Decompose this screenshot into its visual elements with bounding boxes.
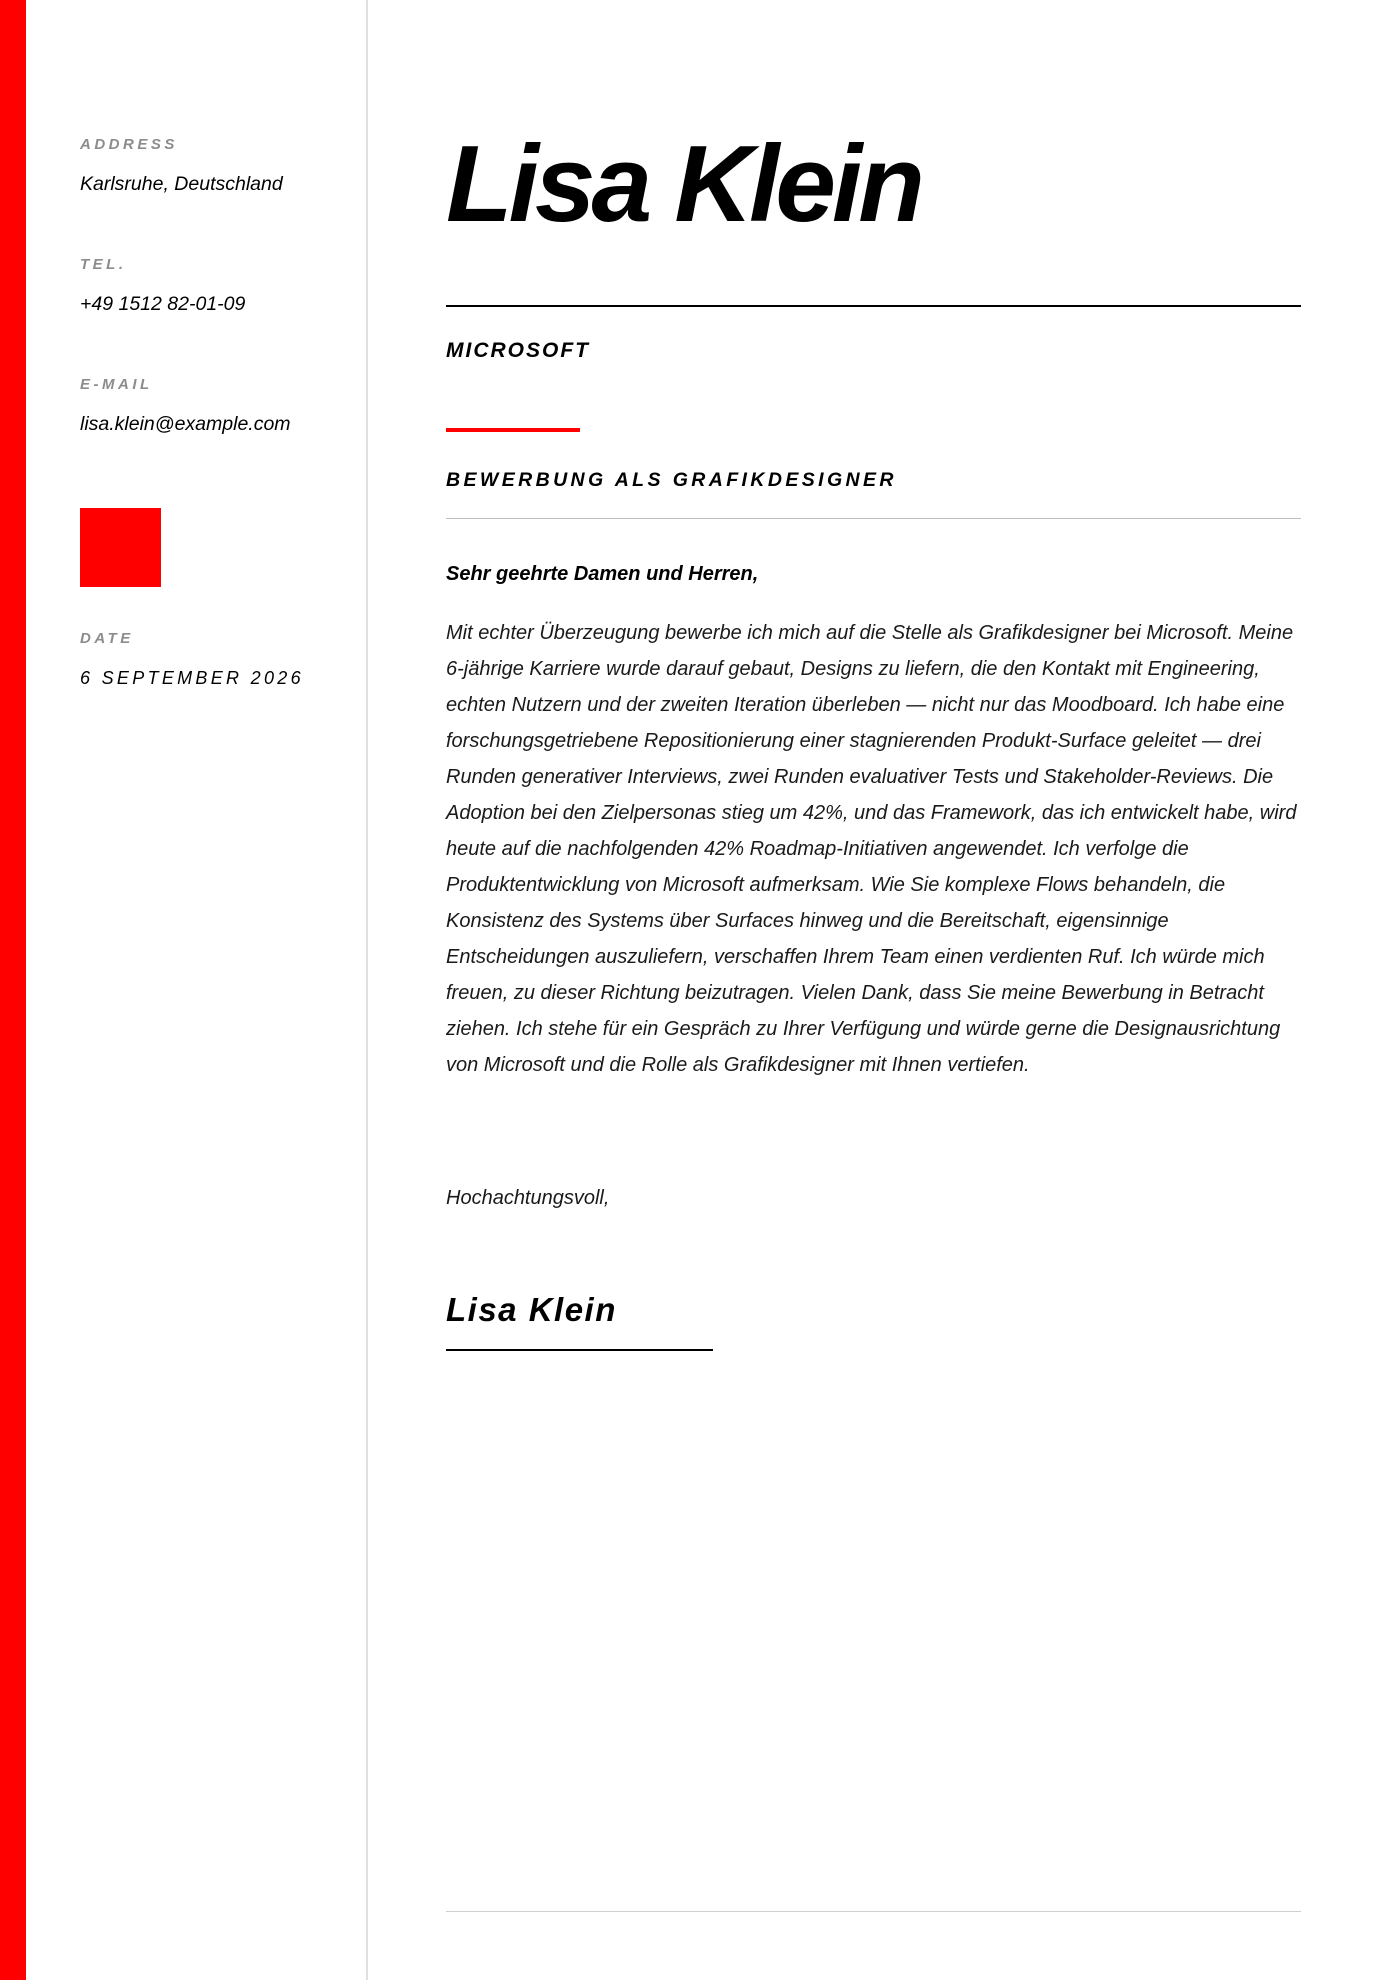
email-label: E-MAIL [80, 376, 153, 393]
company-name: MICROSOFT [446, 339, 590, 362]
accent-strip [0, 0, 26, 1980]
tel-value: +49 1512 82-01-09 [80, 293, 246, 315]
signature: Lisa Klein [446, 1291, 617, 1328]
subject-line: BEWERBUNG ALS GRAFIKDESIGNER [446, 469, 897, 491]
accent-rule [446, 428, 580, 432]
applicant-name: Lisa Klein [446, 123, 921, 245]
closing: Hochachtungsvoll, [446, 1187, 610, 1209]
tel-label: TEL. [80, 256, 127, 273]
heading-rule [446, 305, 1301, 307]
accent-square [80, 508, 161, 587]
salutation: Sehr geehrte Damen und Herren, [446, 563, 759, 585]
column-divider [366, 0, 368, 1980]
address-value: Karlsruhe, Deutschland [80, 173, 283, 195]
footer-rule [446, 1911, 1301, 1912]
letter-body: Mit echter Überzeugung bewerbe ich mich auf die Stelle als Grafikdesigner bei Microsoft. Meine 6-jährige Karriere wurde darauf gebaut, Designs zu liefern, die den Kontakt mit Engineering, echten Nutzern und der zweiten Iteration überleben — nicht nur das Moodboard. Ich habe eine forschungsgetriebene Repositionierung einer stagnierenden Produkt-Surface geleitet — drei Runden generativer Interviews, zwei Runden evaluativer Tests und Stakeholder-Reviews. Die Adoption bei den Zielpersonas stieg um 42%, und das Framework, das ich entwickelt habe, wird heute auf die nachfolgenden 42% Roadmap-Initiativen angewendet. Ich verfolge die Produktentwicklung von Microsoft aufmerksam. Wie Sie komplexe Flows behandeln, die Konsistenz des Systems über Surfaces hinweg und die Bereitschaft, eigensinnige Entscheidungen auszuliefern, verschaffen Ihrem Team einen verdienten Ruf. Ich würde mich freuen, zu dieser Richtung beizutragen. Vielen Dank, dass Sie meine Bewerbung in Betracht ziehen. Ich stehe für ein Gespräch zu Ihrer Verfügung und würde gerne die Designausrichtung von Microsoft und die Rolle als Grafikdesigner mit Ihnen vertiefen. [446, 622, 1297, 1076]
date-value: 6 SEPTEMBER 2026 [80, 668, 304, 688]
email-value: lisa.klein@example.com [80, 413, 291, 435]
address-label: ADDRESS [80, 136, 178, 153]
date-label: DATE [80, 630, 134, 647]
subject-rule [446, 518, 1301, 519]
signature-line [446, 1349, 713, 1351]
